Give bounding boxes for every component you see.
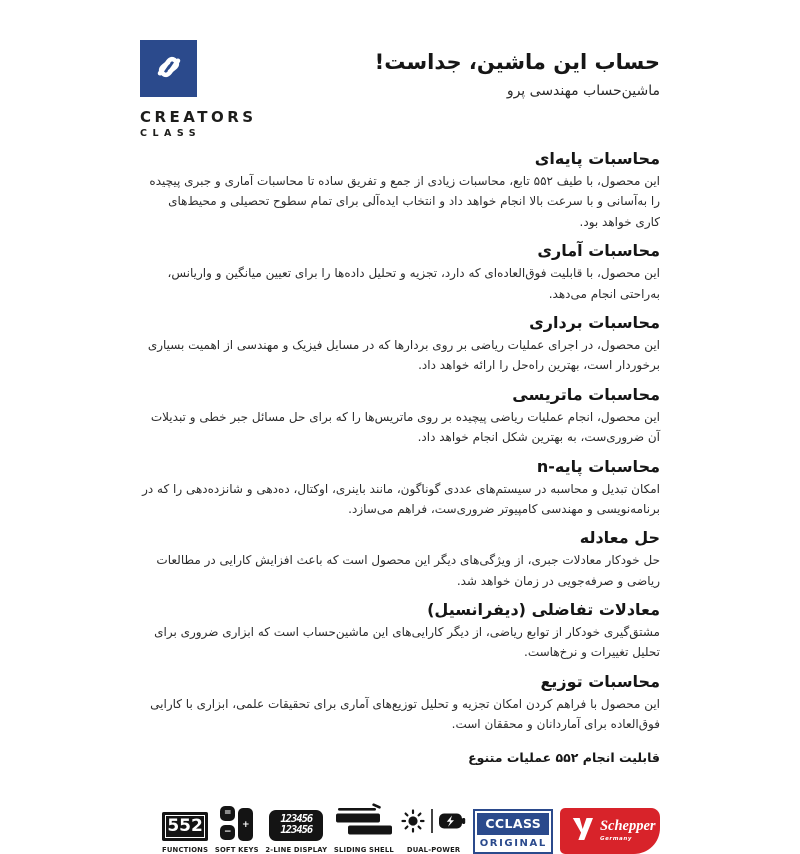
section-body: این محصول، با قابلیت فوق‌العاده‌ای که دارد، تجزیه و تحلیل داده‌ها را برای تعیین میانگین و واریانس، به‌راحتی انجام می‌دهد. bbox=[167, 266, 660, 301]
section-heading: محاسبات ماتریسی bbox=[512, 384, 660, 404]
badge-dual-power bbox=[401, 805, 467, 854]
badge-functions bbox=[162, 812, 208, 854]
plus-key-icon: + bbox=[238, 808, 253, 841]
equals-key-icon: = bbox=[220, 806, 235, 821]
cclass-badge-top: CCLASS bbox=[477, 813, 549, 835]
brand-glyph-icon bbox=[151, 49, 187, 89]
schepper-brand-name: Schepper bbox=[599, 818, 656, 835]
page-subtitle: ماشین‌حساب مهندسی پرو bbox=[506, 83, 660, 99]
soft-keys-left-column bbox=[220, 806, 235, 840]
section-body: امکان تبدیل و محاسبه در سیستم‌های عددی گوناگون، مانند باینری، اوکتال، ده‌دهی و شانزده‌دهی را که در برنامه‌نویسی و مهندسی کامپیوتر ضروری‌ست، فراهم می‌سازد. bbox=[142, 481, 660, 516]
brand-subname: CLASS bbox=[140, 128, 202, 139]
section-body: این محصول، انجام عملیات ریاضی پیچیده بر روی ماتریس‌ها را که برای حل مسائل جبر خطی و تبدیلات آن ضروری‌ست، به بهترین شکل انجام خواهد داد. bbox=[150, 409, 660, 445]
schepper-v-icon bbox=[571, 816, 593, 846]
badge-cclass-original bbox=[473, 809, 553, 854]
dual-power-icon bbox=[401, 805, 467, 841]
badge-label: 2-LINE DISPLAY bbox=[265, 845, 328, 854]
section-matrix-calculations bbox=[140, 385, 660, 448]
brand-name: CREATORS bbox=[140, 108, 257, 126]
product-description-page bbox=[140, 0, 660, 854]
section-heading: محاسبات پایه-n bbox=[536, 456, 660, 476]
capability-note: قابلیت انجام ۵۵۲ عملیات متنوع bbox=[468, 749, 660, 765]
display-line-2: 123456 bbox=[280, 824, 313, 837]
badge-schepper bbox=[560, 808, 660, 854]
section-heading: محاسبات پایه‌ای bbox=[534, 149, 660, 168]
page-title: حساب این ماشین، جداست! bbox=[374, 50, 660, 74]
section-equation-solving bbox=[140, 528, 660, 591]
cclass-original-badge bbox=[473, 809, 553, 854]
section-heading: حل معادله bbox=[579, 528, 660, 548]
badge-two-line-display bbox=[265, 810, 327, 854]
badge-label: DUAL-POWER bbox=[406, 845, 461, 854]
section-heading: محاسبات آماری bbox=[537, 241, 660, 261]
brand-block bbox=[140, 40, 257, 139]
header bbox=[140, 40, 660, 139]
section-heading: معادلات تفاضلی (دیفرانسیل) bbox=[427, 600, 660, 620]
header-text bbox=[375, 40, 660, 99]
badge-label: FUNCTIONS bbox=[162, 845, 209, 854]
section-differential-equations bbox=[140, 600, 660, 663]
cclass-badge-bottom: ORIGINAL bbox=[479, 837, 547, 849]
section-heading: محاسبات برداری bbox=[529, 312, 660, 332]
section-body: این محصول با فراهم کردن امکان تجزیه و تحلیل توزیع‌های آماری برای تحقیقات علمی، ابزاری با کارایی فوق‌العاده برای آماردانان و محققان است. bbox=[150, 696, 660, 732]
section-distribution-calculations bbox=[140, 672, 660, 735]
soft-keys-icon bbox=[220, 805, 253, 841]
badge-sliding-shell bbox=[334, 803, 394, 854]
schepper-logo bbox=[560, 808, 660, 854]
section-body: مشتق‌گیری خودکار از توابع ریاضی، از دیگر کارایی‌های این ماشین‌حساب است که ابزاری ضروری برای تحلیل تغییرات و نرخ‌هاست. bbox=[154, 625, 660, 660]
display-line-1: 123456 bbox=[280, 813, 313, 826]
section-body: این محصول، با طیف ۵۵۲ تابع، محاسبات زیادی از جمع و تفریق ساده تا محاسبات آماری و جبری پیچیده را به‌آسانی و با سرعت بالا انجام خواهد داد و انتخاب ایده‌آلی برای تمام سطوح تحصیلی و محیط‌های کاری خواهد بود. bbox=[149, 174, 660, 229]
badge-label: SLIDING SHELL bbox=[333, 845, 394, 854]
two-line-display-icon bbox=[269, 810, 323, 841]
functions-count-icon: 552 bbox=[162, 812, 208, 841]
section-heading: محاسبات توزیع bbox=[540, 671, 660, 691]
badge-soft-keys bbox=[215, 805, 259, 854]
badge-label: SOFT KEYS bbox=[214, 845, 259, 854]
brand-logo bbox=[140, 40, 197, 97]
section-body: این محصول، در اجرای عملیات ریاضی بر روی بردارها که در مسایل فیزیک و مهندسی از اهمیت بسیاری برخوردار است، بهترین راه‌حل را ارائه خواهد داد. bbox=[147, 337, 660, 373]
section-body: حل خودکار معادلات جبری، از ویژگی‌های دیگر این محصول است که باعث افزایش کارایی در مطالعات ریاضی و صرفه‌جویی در زمان خواهد شد. bbox=[156, 553, 660, 588]
feature-badges-row bbox=[162, 803, 660, 854]
schepper-text-block bbox=[600, 819, 656, 842]
sliding-shell-icon bbox=[335, 803, 393, 841]
section-statistical-calculations bbox=[140, 241, 660, 304]
schepper-country: Germany bbox=[599, 835, 633, 842]
minus-key-icon: − bbox=[220, 825, 235, 840]
section-base-n-calculations bbox=[140, 457, 660, 520]
section-vector-calculations bbox=[140, 313, 660, 376]
section-basic-calculations bbox=[140, 149, 660, 232]
